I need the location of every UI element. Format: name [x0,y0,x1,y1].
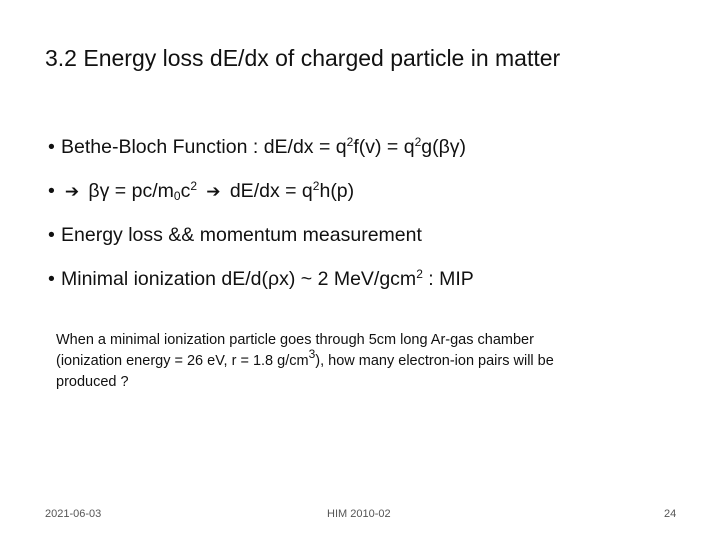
bullet-text: βγ = pc/m [83,180,174,202]
arrow-right-icon: ➔ [64,182,80,201]
bullet-dot: • [48,268,55,290]
bullet-text: c [180,180,191,202]
bullet-text: f(v) = q [353,136,415,158]
superscript: 2 [190,179,197,193]
superscript: 2 [346,135,354,149]
bullet-bethe-bloch [48,132,688,162]
question-text [56,330,596,393]
footer-center-text: HIM 2010-02 [327,508,391,520]
question-part: When a minimal ionization particle goes through 5cm long Ar-gas chamber (ionization energy = 26 eV, r = 1.8 g/cm [56,332,534,369]
bullet-dot: • [48,180,55,202]
bullet-text: dE/dx = q [224,180,313,202]
question-part: ), how many electron-ion pairs will be produced ? [56,353,554,390]
bullet-dot: • [48,224,55,246]
bullet-text: g(βγ) [421,136,467,158]
bullet-text: : MIP [422,268,474,290]
bullet-energy-loss [48,220,688,250]
bullet-minimal-ionization [48,264,688,294]
superscript: 2 [414,135,422,149]
bullet-dot: • [48,136,55,158]
bullet-text: Bethe-Bloch Function : dE/dx = q [61,136,347,158]
footer-page-number: 24 [664,508,677,520]
bullet-text: Minimal ionization dE/d(ρx) ~ 2 MeV/gcm [61,268,417,290]
superscript: 2 [312,179,320,193]
footer-date: 2021-06-03 [45,508,102,520]
bullet-text: h(p) [319,180,355,202]
superscript: 2 [416,267,423,281]
slide-title: 3.2 Energy loss dE/dx of charged particle in matter [45,45,561,71]
bullet-momentum-relation [48,176,688,206]
superscript: 3 [308,347,316,361]
bullet-list [48,132,688,308]
arrow-right-icon: ➔ [206,182,221,201]
bullet-text: Energy loss && momentum measurement [61,224,422,246]
subscript: 0 [173,189,181,203]
